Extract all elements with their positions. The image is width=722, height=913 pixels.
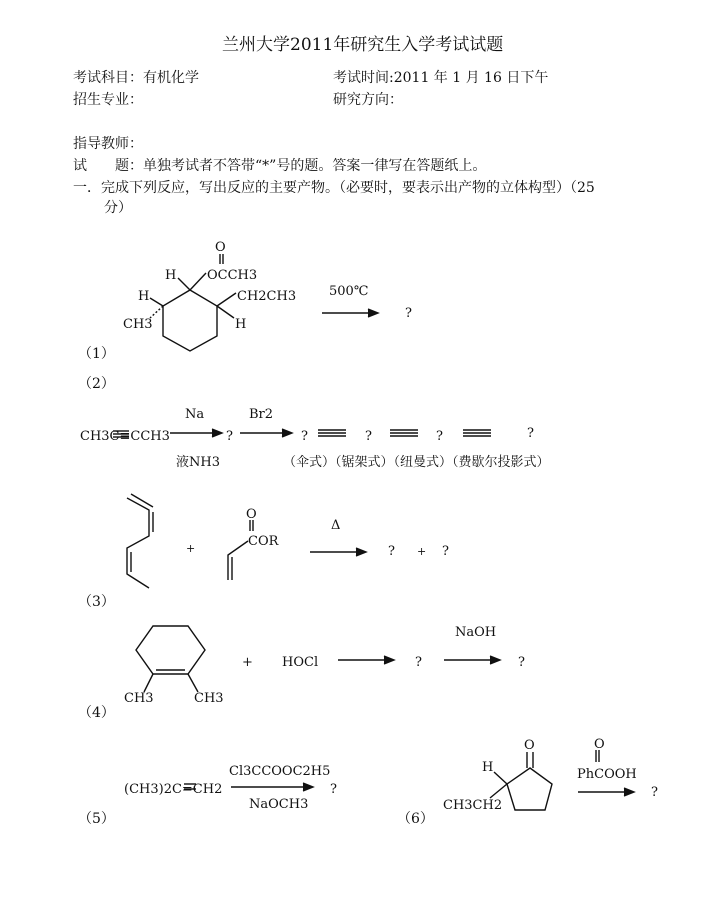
r6-peracid-o: O (594, 737, 605, 752)
r6-product: ? (651, 785, 658, 800)
r2-product-fischer: ? (527, 426, 534, 441)
r3-condition: Δ (331, 518, 341, 533)
r2-product-1: ? (226, 429, 233, 444)
r1-h-top: H (165, 268, 177, 283)
r1-product: ? (405, 306, 412, 321)
r4-reagent: HOCl (282, 655, 319, 670)
r1-ester: OCCH3 (207, 268, 258, 283)
r4-reagent-2: NaOH (455, 625, 497, 640)
r2-reagent-2: Br2 (249, 407, 274, 422)
question-instruction-cont: 分） (104, 200, 132, 216)
exam-note: 试 题：单独考试者不答带“*”号的题。答案一律写在答题纸上。 (73, 158, 487, 174)
r6-carbonyl-o: O (524, 738, 535, 753)
r4-methyl-left: CH3 (124, 691, 154, 706)
item-label-5: （5） (78, 811, 115, 827)
r6-peracid: PhCOOH (577, 767, 637, 782)
r6-h: H (482, 760, 494, 775)
item-label-1: （1） (78, 346, 115, 362)
r5-reagent-top: Cl3CCOOC2H5 (229, 764, 331, 779)
r5-reactant: (CH3)2C=CH2 (124, 782, 223, 797)
direction-label: 研究方向： (333, 92, 403, 108)
r1-condition: 500℃ (329, 284, 369, 299)
item-label-4: （4） (78, 705, 115, 721)
r3-ester: COR (248, 534, 279, 549)
r4-methyl-right: CH3 (194, 691, 224, 706)
r3-plus-2: + (417, 545, 427, 558)
reaction-3-triene (127, 494, 153, 588)
major-label: 招生专业： (73, 92, 143, 108)
item-label-2: （2） (78, 376, 115, 392)
r5-product: ? (330, 782, 337, 797)
r1-ethyl: CH2CH3 (237, 289, 297, 304)
advisor-label: 指导教师： (73, 136, 143, 152)
exam-time: 考试时间:2011 年 1 月 16 日下午 (333, 70, 549, 86)
r4-product-1: ? (415, 655, 422, 670)
r3-product-1: ? (388, 544, 395, 559)
reaction-2-blank-lines (318, 430, 491, 436)
r2-projection-note: （伞式）（锯架式）（纽曼式）（费歇尔投影式） (283, 455, 550, 470)
r4-plus: + (242, 655, 253, 670)
reaction-4-structure (136, 626, 205, 692)
r2-solvent-1: 液NH3 (176, 455, 220, 470)
question-instruction: 一．完成下列反应，写出反应的主要产物。（必要时，要表示出产物的立体构型）（25 (73, 180, 595, 196)
r2-product-sawhorse: ? (365, 429, 372, 444)
item-label-3: （3） (78, 594, 115, 610)
r1-h-left: H (138, 289, 150, 304)
r3-plus: + (186, 542, 196, 555)
r4-product-2: ? (518, 655, 525, 670)
r5-reagent-bottom: NaOCH3 (249, 797, 309, 812)
r6-ethyl: CH3CH2 (443, 798, 503, 813)
item-label-6: （6） (397, 811, 434, 827)
r2-reagent-1: Na (185, 407, 205, 422)
r2-reactant: CH3C≡CCH3 (80, 429, 170, 444)
r2-product-umbrella: ? (301, 429, 308, 444)
r2-product-newman: ? (436, 429, 443, 444)
reaction-3-acrylate (228, 520, 253, 580)
r3-product-2: ? (442, 544, 449, 559)
page-title: 兰州大学2011年研究生入学考试试题 (222, 35, 504, 55)
r1-h-right: H (235, 317, 247, 332)
r1-methyl: CH3 (123, 317, 153, 332)
exam-subject: 考试科目：有机化学 (73, 70, 199, 86)
r1-carbonyl-o: O (215, 240, 226, 255)
r3-carbonyl-o: O (246, 507, 257, 522)
